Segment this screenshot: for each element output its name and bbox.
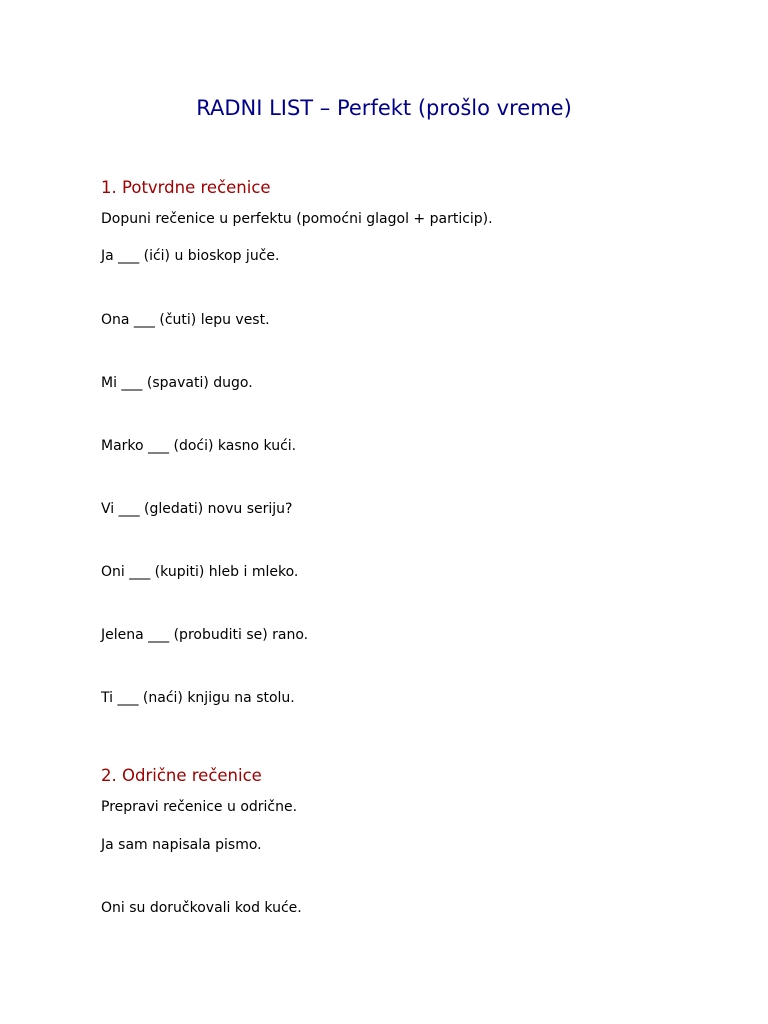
exercise-item: Oni su doručkovali kod kuće. xyxy=(101,900,302,916)
exercise-item: Jelena ___ (probuditi se) rano. xyxy=(101,627,309,643)
instruction-affirmative: Dopuni rečenice u perfektu (pomoćni glagol + particip). xyxy=(101,211,493,227)
exercise-item: Vi ___ (gledati) novu seriju? xyxy=(101,501,293,517)
section-heading-affirmative: 1. Potvrdne rečenice xyxy=(101,178,271,197)
exercise-item: Ja ___ (ići) u bioskop juče. xyxy=(101,248,280,264)
exercise-item: Marko ___ (doći) kasno kući. xyxy=(101,438,297,454)
exercise-item: Oni ___ (kupiti) hleb i mleko. xyxy=(101,564,299,580)
section-heading-negative: 2. Odrične rečenice xyxy=(101,766,262,785)
exercise-item: Mi ___ (spavati) dugo. xyxy=(101,375,253,391)
exercise-item: Ona ___ (čuti) lepu vest. xyxy=(101,312,270,328)
page-title: RADNI LIST – Perfekt (prošlo vreme) xyxy=(196,96,572,120)
exercise-item: Ja sam napisala pismo. xyxy=(101,837,262,853)
exercise-item: Ti ___ (naći) knjigu na stolu. xyxy=(101,690,295,706)
instruction-negative: Prepravi rečenice u odrične. xyxy=(101,799,298,815)
